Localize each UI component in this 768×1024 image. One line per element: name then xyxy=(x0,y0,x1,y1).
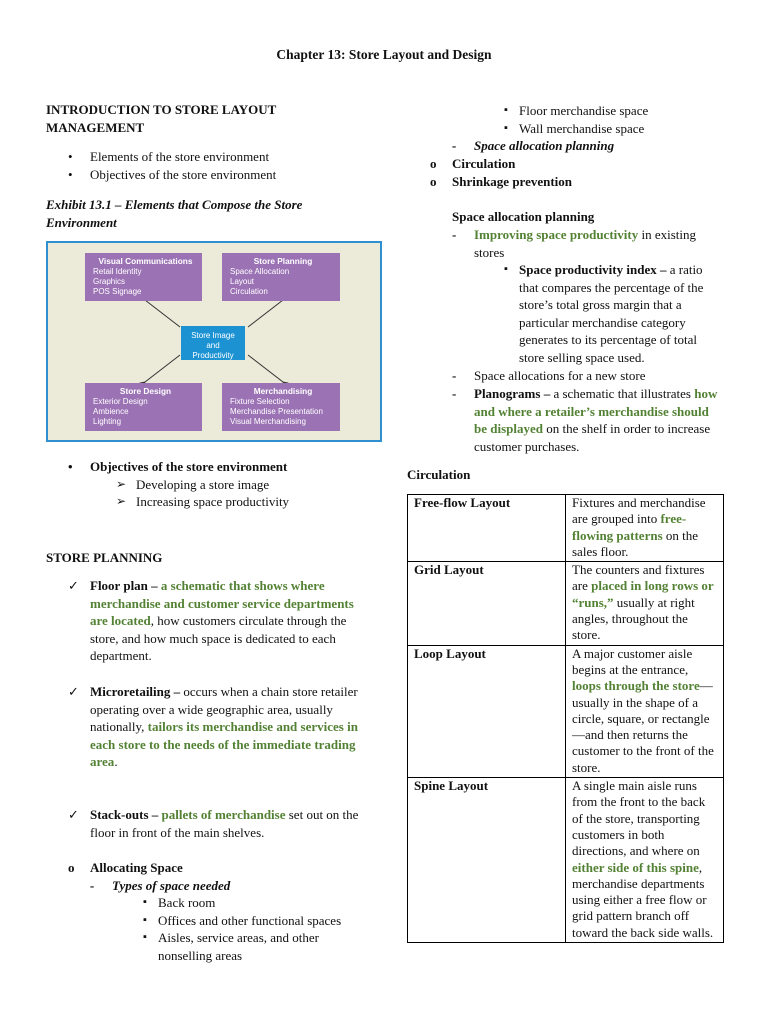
box-item: POS Signage xyxy=(93,287,142,296)
sap-heading: Space allocation planning xyxy=(452,209,595,224)
table-row xyxy=(408,645,724,777)
box-title: Store Planning xyxy=(253,256,313,266)
layout-description xyxy=(566,562,724,645)
box-item: Graphics xyxy=(93,277,126,286)
layout-description xyxy=(566,645,724,777)
table-row xyxy=(408,562,724,645)
list-item xyxy=(90,683,362,771)
store-planning-box xyxy=(222,253,340,301)
term: Space productivity index – xyxy=(519,262,670,277)
highlight: how and where a retailer’s merchandise should be displayed xyxy=(474,386,718,436)
improving-item xyxy=(474,226,724,261)
arrow-visual xyxy=(145,300,180,327)
layout-name: Free-flow Layout xyxy=(408,495,566,562)
list-item: ➢ Increasing space productivity xyxy=(136,493,380,511)
types-list xyxy=(158,894,368,964)
term: Microretailing – xyxy=(90,684,184,699)
intro-heading-line2: MANAGEMENT xyxy=(46,119,145,135)
planograms-item xyxy=(474,385,724,455)
circulation-item xyxy=(452,155,572,190)
circulation-heading: Circulation xyxy=(407,467,471,482)
objectives-section xyxy=(90,458,380,511)
index-item xyxy=(519,261,721,366)
box-item: Fixture Selection xyxy=(230,397,290,406)
layout-name: Spine Layout xyxy=(408,778,566,943)
list-item xyxy=(474,385,724,455)
highlight: Improving space productivity xyxy=(474,227,639,242)
floor-plan-item xyxy=(90,577,362,665)
box-title: Merchandising xyxy=(253,386,313,396)
list-item: ▪ Back room xyxy=(158,894,368,912)
text: a ratio that compares the percentage of the store’s total gross margin that a particular merchandise category generates to its percentage of total store selling space used. xyxy=(519,262,704,365)
arrow-merch xyxy=(248,355,283,382)
text: A major customer aisle begins at the entrance, xyxy=(572,645,693,677)
text: set out on the floor in front of the main shelves. xyxy=(90,807,359,840)
layout-description xyxy=(566,778,724,943)
box-item: Circulation xyxy=(230,287,268,296)
center-line: Productivity xyxy=(192,351,234,360)
stackouts-item xyxy=(90,806,362,841)
box-item: Lighting xyxy=(93,417,122,426)
layout-description xyxy=(566,495,724,562)
list-item: • Objectives of the store environment xyxy=(90,166,380,184)
text: . xyxy=(114,754,118,769)
box-title: Visual Communications xyxy=(98,256,193,266)
arrow-planning xyxy=(248,300,283,327)
list-item xyxy=(90,806,362,841)
list-item: ▪ Floor merchandise space xyxy=(519,102,719,120)
text: occurs when a chain store retailer operating over a wide geographic area, usually nationally, xyxy=(90,684,358,734)
store-planning-heading: STORE PLANNING xyxy=(46,550,163,565)
text: on the sales floor. xyxy=(572,527,699,559)
center-line: Store Image xyxy=(191,331,235,340)
store-image-box xyxy=(181,326,245,360)
list-item: • Elements of the store environment xyxy=(90,148,380,166)
exhibit-caption-line1: Exhibit 13.1 – Elements that Compose the Store xyxy=(46,197,303,212)
list-item: - Space allocation planning xyxy=(474,137,614,155)
text: in existing stores xyxy=(474,227,696,260)
text: on the shelf in order to increase customer purchases. xyxy=(474,421,711,454)
store-design-box xyxy=(85,383,202,431)
text: usually at right angles, throughout the store. xyxy=(572,594,695,643)
layout-name: Loop Layout xyxy=(408,645,566,777)
box-item: Ambience xyxy=(93,407,129,416)
highlight: free-flowing patterns xyxy=(572,511,687,543)
microretailing-item xyxy=(90,683,362,771)
box-item: Layout xyxy=(230,277,255,286)
box-item: Space Allocation xyxy=(230,267,290,276)
list-item xyxy=(90,577,362,665)
box-item: Retail Identity xyxy=(93,267,142,276)
text: , how customers circulate through the store, and how much space is dedicated to each department. xyxy=(90,613,347,663)
highlight: tailors its merchandise and services in each store to the needs of the immediate trading area xyxy=(90,719,358,769)
intro-heading xyxy=(46,101,276,136)
text: The counters and fixtures are xyxy=(572,562,705,594)
box-item: Exterior Design xyxy=(93,397,148,406)
text: , merchandise departments using either a free flow or grid pattern branch off toward the back side walls. xyxy=(572,859,714,940)
layout-name: Grid Layout xyxy=(408,562,566,645)
exhibit-caption xyxy=(46,196,346,231)
merch-space-list xyxy=(519,102,719,137)
highlight: pallets of merchandise xyxy=(161,807,286,822)
intro-heading-line1: INTRODUCTION TO STORE LAYOUT xyxy=(46,102,277,117)
types-heading: - Types of space needed xyxy=(112,877,380,895)
text: a schematic that illustrates xyxy=(553,386,695,401)
allocating-heading: o Allocating Space xyxy=(90,859,380,877)
allocating-space xyxy=(90,859,380,964)
term: Stack-outs – xyxy=(90,807,162,822)
list-item xyxy=(519,261,721,366)
text: A single main aisle runs from the front to the back of the store, transporting customers in both directions, and where on xyxy=(572,778,706,859)
list-item: o Shrinkage prevention xyxy=(452,173,572,191)
list-item: ▪ Wall merchandise space xyxy=(519,120,719,138)
list-item: ➢ Developing a store image xyxy=(136,476,380,494)
visual-communications-box xyxy=(85,253,202,301)
merchandising-box xyxy=(222,383,340,431)
box-item: Merchandise Presentation xyxy=(230,407,323,416)
highlight: either side of this spine xyxy=(572,859,699,875)
center-line: and xyxy=(206,341,220,350)
highlight: placed in long rows or “runs,” xyxy=(572,578,714,610)
list-item xyxy=(474,226,724,261)
highlight: loops through the store xyxy=(572,678,700,694)
circulation-table xyxy=(407,494,724,943)
page-title: Chapter 13: Store Layout and Design xyxy=(276,47,492,62)
term: Planograms – xyxy=(474,386,554,401)
text: —usually in the shape of a circle, square, or rectangle—and then returns the customer to the front of the store. xyxy=(572,678,714,775)
list-item: ▪ Offices and other functional spaces xyxy=(158,912,368,930)
space-allocation-subitem xyxy=(474,137,614,155)
table-row xyxy=(408,495,724,562)
objectives-heading: • Objectives of the store environment xyxy=(90,458,380,476)
box-item: Visual Merchandising xyxy=(230,417,306,426)
box-title: Store Design xyxy=(119,386,172,396)
exhibit-caption-line2: Environment xyxy=(46,214,117,230)
list-item: - Space allocations for a new store xyxy=(474,367,724,385)
new-store-item xyxy=(474,367,724,385)
arrow-design xyxy=(145,355,180,382)
highlight: a schematic that shows where merchandise and customer service departments are located xyxy=(90,578,354,628)
table-row xyxy=(408,778,724,943)
exhibit-diagram xyxy=(46,241,382,442)
list-item: ▪ Aisles, service areas, and other nonselling areas xyxy=(158,929,368,964)
intro-bullets xyxy=(90,148,380,183)
text: Fixtures and merchandise are grouped into xyxy=(572,495,706,527)
term: Floor plan – xyxy=(90,578,161,593)
list-item: o Circulation xyxy=(452,155,572,173)
